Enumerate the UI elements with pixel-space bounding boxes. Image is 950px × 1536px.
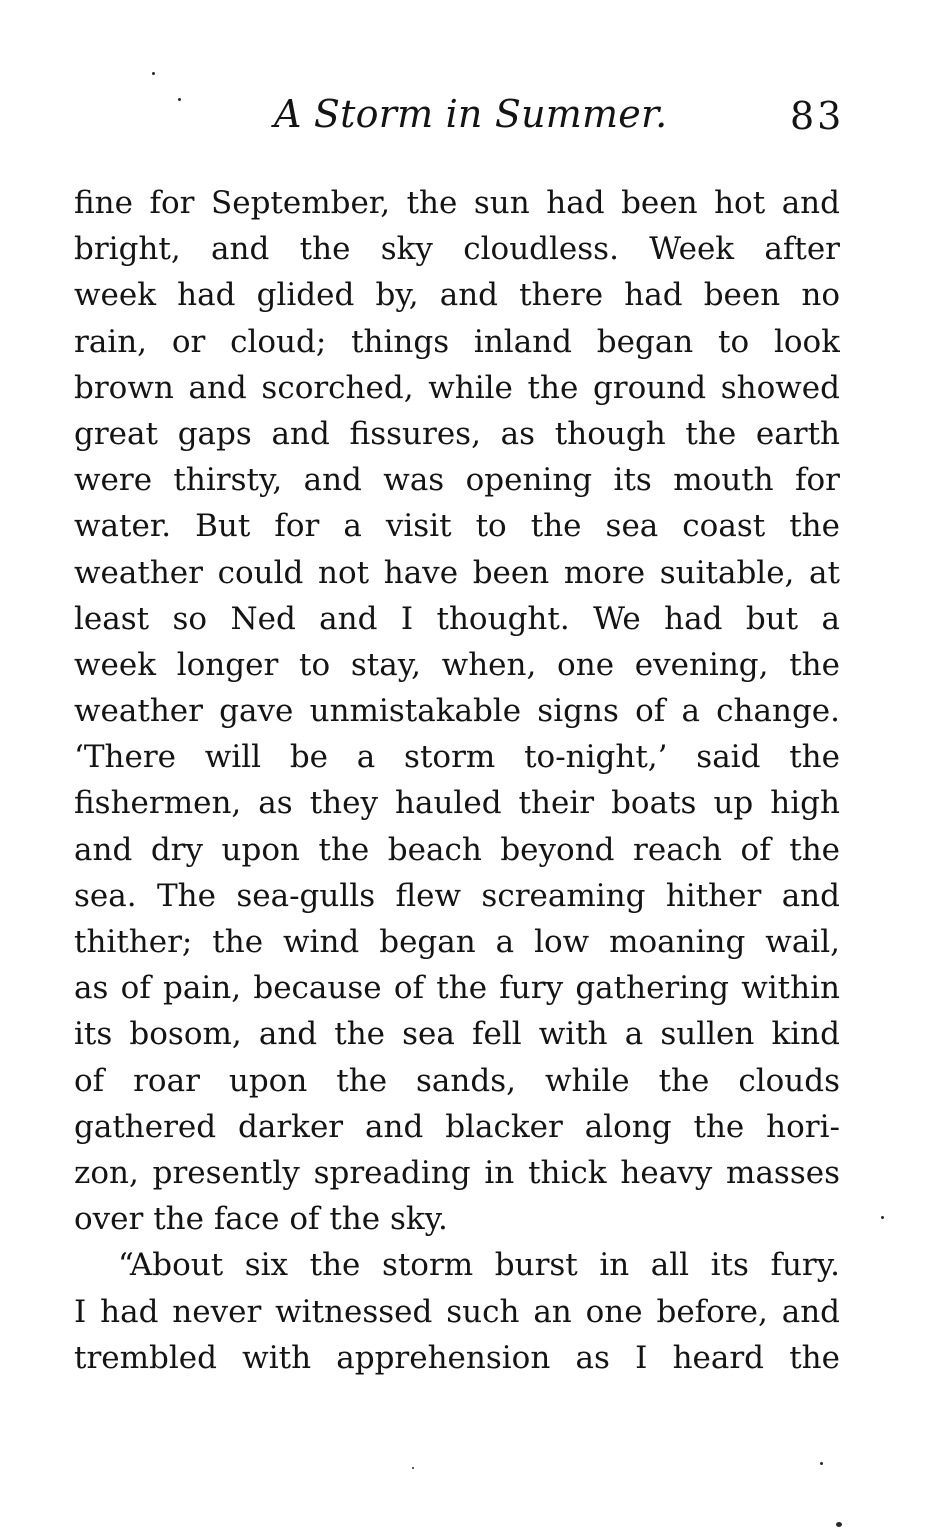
text-line: trembled with apprehension as I heard the bbox=[74, 1339, 840, 1376]
print-speck bbox=[152, 72, 155, 75]
print-speck bbox=[178, 98, 181, 101]
text-line: bright, and the sky cloudless. Week after bbox=[74, 231, 840, 268]
running-title: A Storm in Summer. bbox=[274, 92, 668, 136]
text-line: weather gave unmistakable signs of a change. bbox=[74, 693, 840, 730]
text-line: sea. The sea-gulls flew screaming hither and bbox=[74, 877, 840, 914]
text-line: thither; the wind began a low moaning wail, bbox=[74, 924, 840, 960]
text-line: over the face of the sky. bbox=[74, 1201, 448, 1238]
text-line: zon, presently spreading in thick heavy masses bbox=[74, 1154, 840, 1191]
print-speck bbox=[820, 1462, 823, 1465]
text-line: fine for September, the sun had been hot and bbox=[74, 185, 840, 221]
text-line: fishermen, as they hauled their boats up high bbox=[74, 785, 840, 822]
text-line: I had never witnessed such an one before, and bbox=[74, 1293, 840, 1330]
text-line: as of pain, because of the fury gathering within bbox=[74, 970, 840, 1007]
page-number: 83 bbox=[790, 94, 845, 138]
body-text bbox=[74, 180, 840, 1381]
paragraph bbox=[74, 180, 840, 1242]
text-line: “About six the storm burst in all its fury. bbox=[118, 1247, 840, 1284]
print-speck bbox=[836, 1522, 842, 1527]
text-line: ‘There will be a storm to-night,’ said the bbox=[74, 739, 840, 776]
running-head bbox=[0, 86, 950, 142]
text-line: week longer to stay, when, one evening, the bbox=[74, 646, 840, 683]
text-line: weather could not have been more suitable, at bbox=[74, 554, 840, 591]
text-line: were thirsty, and was opening its mouth for bbox=[74, 462, 840, 499]
print-speck bbox=[881, 1216, 884, 1219]
text-line: brown and scorched, while the ground showed bbox=[74, 369, 840, 406]
text-line: its bosom, and the sea fell with a sullen kind bbox=[74, 1016, 840, 1053]
text-line: least so Ned and I thought. We had but a bbox=[74, 600, 840, 637]
text-line: week had glided by, and there had been no bbox=[74, 277, 840, 314]
text-line: of roar upon the sands, while the clouds bbox=[74, 1062, 840, 1099]
paragraph bbox=[74, 1242, 840, 1381]
text-line: and dry upon the beach beyond reach of the bbox=[74, 831, 840, 868]
print-speck bbox=[412, 1467, 414, 1469]
text-line: water. But for a visit to the sea coast the bbox=[74, 508, 840, 545]
text-line: great gaps and fissures, as though the earth bbox=[74, 415, 840, 452]
text-line: rain, or cloud; things inland began to look bbox=[74, 323, 840, 360]
text-line: gathered darker and blacker along the hori- bbox=[74, 1108, 840, 1145]
